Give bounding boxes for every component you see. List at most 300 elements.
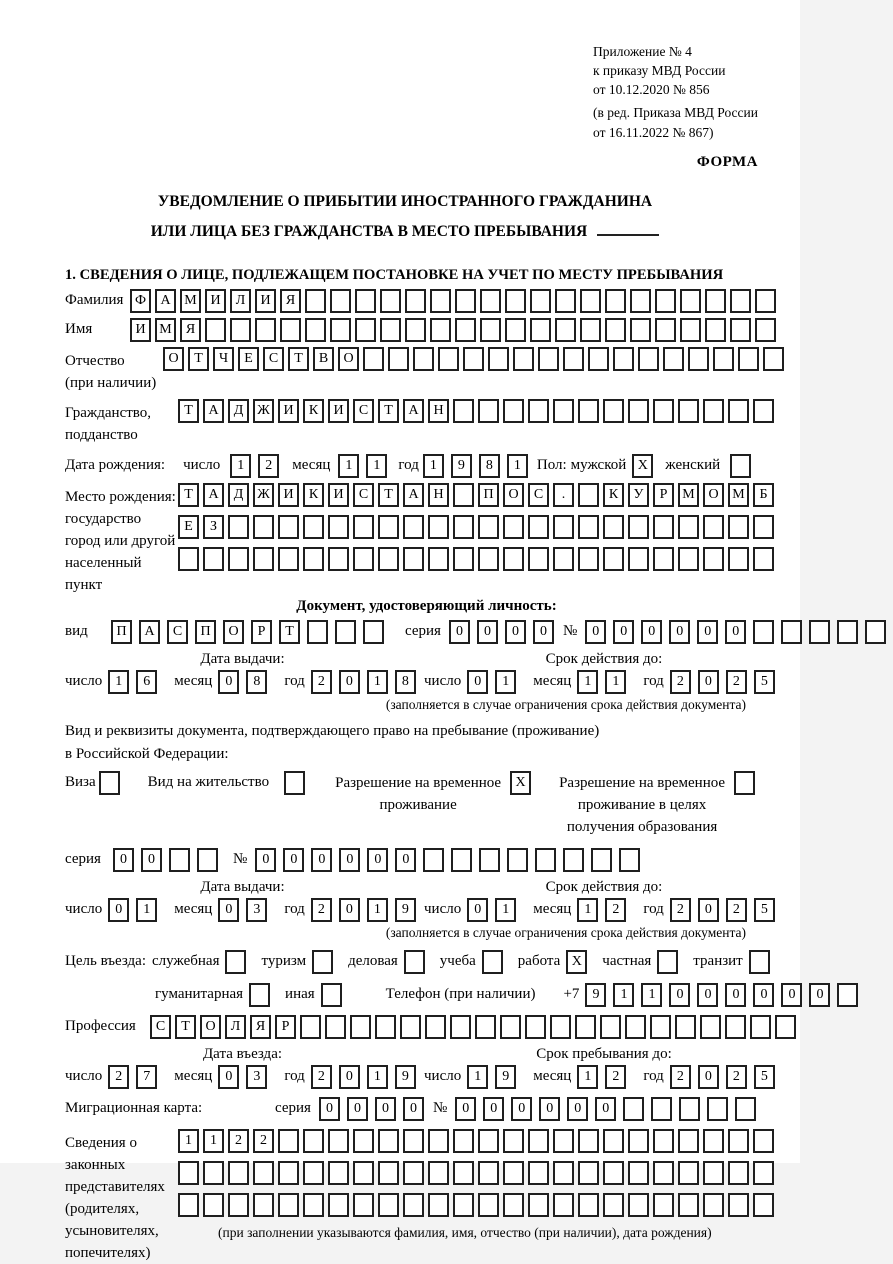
- form-cell[interactable]: 2: [108, 1065, 129, 1089]
- form-cell[interactable]: [303, 1161, 324, 1185]
- form-cell[interactable]: [353, 515, 374, 539]
- form-cell[interactable]: [280, 318, 301, 342]
- form-cell[interactable]: [300, 1015, 321, 1039]
- form-cell[interactable]: 0: [367, 848, 388, 872]
- form-cell[interactable]: [478, 1161, 499, 1185]
- form-cell[interactable]: [403, 515, 424, 539]
- form-cell[interactable]: [578, 1161, 599, 1185]
- form-cell[interactable]: [453, 547, 474, 571]
- form-cell[interactable]: [753, 399, 774, 423]
- form-cell[interactable]: 1: [366, 454, 387, 478]
- form-cell[interactable]: 1: [507, 454, 528, 478]
- form-cell[interactable]: [528, 1193, 549, 1217]
- form-cell[interactable]: [225, 950, 246, 974]
- form-cell[interactable]: [628, 1129, 649, 1153]
- form-cell[interactable]: Р: [653, 483, 674, 507]
- form-cell[interactable]: [655, 289, 676, 313]
- form-cell[interactable]: 2: [311, 898, 332, 922]
- form-cell[interactable]: [628, 1193, 649, 1217]
- form-cell[interactable]: 9: [395, 898, 416, 922]
- form-cell[interactable]: Т: [188, 347, 209, 371]
- form-cell[interactable]: К: [303, 483, 324, 507]
- form-cell[interactable]: [591, 848, 612, 872]
- form-cell[interactable]: [228, 547, 249, 571]
- form-cell[interactable]: [428, 515, 449, 539]
- form-cell[interactable]: [753, 547, 774, 571]
- form-cell[interactable]: [353, 1193, 374, 1217]
- form-cell[interactable]: X: [566, 950, 587, 974]
- form-cell[interactable]: [775, 1015, 796, 1039]
- form-cell[interactable]: [228, 515, 249, 539]
- form-cell[interactable]: [535, 848, 556, 872]
- form-cell[interactable]: [203, 547, 224, 571]
- form-cell[interactable]: [380, 318, 401, 342]
- form-cell[interactable]: [603, 547, 624, 571]
- form-cell[interactable]: 1: [367, 670, 388, 694]
- form-cell[interactable]: П: [195, 620, 216, 644]
- form-cell[interactable]: Я: [250, 1015, 271, 1039]
- form-cell[interactable]: [703, 1161, 724, 1185]
- form-cell[interactable]: 3: [246, 1065, 267, 1089]
- form-cell[interactable]: Н: [428, 483, 449, 507]
- form-cell[interactable]: [588, 347, 609, 371]
- form-cell[interactable]: 1: [467, 1065, 488, 1089]
- form-cell[interactable]: [428, 547, 449, 571]
- form-cell[interactable]: [728, 1193, 749, 1217]
- form-cell[interactable]: [503, 399, 524, 423]
- form-cell[interactable]: [253, 1193, 274, 1217]
- form-cell[interactable]: 2: [726, 670, 747, 694]
- form-cell[interactable]: [603, 399, 624, 423]
- form-cell[interactable]: [553, 399, 574, 423]
- form-cell[interactable]: Е: [178, 515, 199, 539]
- form-cell[interactable]: Д: [228, 483, 249, 507]
- form-cell[interactable]: 0: [753, 983, 774, 1007]
- form-cell[interactable]: 7: [136, 1065, 157, 1089]
- form-cell[interactable]: 0: [403, 1097, 424, 1121]
- form-cell[interactable]: [307, 620, 328, 644]
- form-cell[interactable]: [353, 547, 374, 571]
- form-cell[interactable]: [638, 347, 659, 371]
- form-cell[interactable]: 0: [395, 848, 416, 872]
- form-cell[interactable]: 2: [670, 898, 691, 922]
- form-cell[interactable]: С: [528, 483, 549, 507]
- form-cell[interactable]: [563, 347, 584, 371]
- form-cell[interactable]: 2: [311, 670, 332, 694]
- form-cell[interactable]: 0: [218, 670, 239, 694]
- form-cell[interactable]: А: [203, 483, 224, 507]
- form-cell[interactable]: [653, 515, 674, 539]
- form-cell[interactable]: 5: [754, 898, 775, 922]
- form-cell[interactable]: Я: [280, 289, 301, 313]
- form-cell[interactable]: 2: [670, 1065, 691, 1089]
- form-cell[interactable]: [563, 848, 584, 872]
- form-cell[interactable]: [513, 347, 534, 371]
- form-cell[interactable]: 1: [136, 898, 157, 922]
- form-cell[interactable]: [503, 1193, 524, 1217]
- form-cell[interactable]: [230, 318, 251, 342]
- form-cell[interactable]: А: [155, 289, 176, 313]
- form-cell[interactable]: [463, 347, 484, 371]
- form-cell[interactable]: 1: [367, 1065, 388, 1089]
- form-cell[interactable]: [453, 483, 474, 507]
- form-cell[interactable]: Л: [230, 289, 251, 313]
- form-cell[interactable]: [478, 515, 499, 539]
- form-cell[interactable]: [403, 1129, 424, 1153]
- form-cell[interactable]: [330, 289, 351, 313]
- form-cell[interactable]: М: [180, 289, 201, 313]
- form-cell[interactable]: 0: [449, 620, 470, 644]
- form-cell[interactable]: [603, 1161, 624, 1185]
- form-cell[interactable]: [630, 289, 651, 313]
- form-cell[interactable]: [305, 318, 326, 342]
- form-cell[interactable]: [753, 1129, 774, 1153]
- form-cell[interactable]: [653, 399, 674, 423]
- form-cell[interactable]: [403, 1161, 424, 1185]
- form-cell[interactable]: 5: [754, 670, 775, 694]
- form-cell[interactable]: [455, 289, 476, 313]
- form-cell[interactable]: Т: [175, 1015, 196, 1039]
- form-cell[interactable]: Т: [378, 399, 399, 423]
- form-cell[interactable]: [734, 771, 755, 795]
- form-cell[interactable]: 2: [228, 1129, 249, 1153]
- form-cell[interactable]: [335, 620, 356, 644]
- form-cell[interactable]: А: [403, 483, 424, 507]
- form-cell[interactable]: [505, 318, 526, 342]
- form-cell[interactable]: [197, 848, 218, 872]
- form-cell[interactable]: [178, 547, 199, 571]
- form-cell[interactable]: 1: [605, 670, 626, 694]
- form-cell[interactable]: 0: [725, 983, 746, 1007]
- form-cell[interactable]: 0: [698, 898, 719, 922]
- form-cell[interactable]: С: [263, 347, 284, 371]
- form-cell[interactable]: 0: [141, 848, 162, 872]
- form-cell[interactable]: [781, 620, 802, 644]
- form-cell[interactable]: [703, 547, 724, 571]
- form-cell[interactable]: [478, 547, 499, 571]
- form-cell[interactable]: [453, 1161, 474, 1185]
- form-cell[interactable]: [328, 547, 349, 571]
- form-cell[interactable]: [405, 318, 426, 342]
- form-cell[interactable]: 0: [108, 898, 129, 922]
- form-cell[interactable]: [837, 620, 858, 644]
- form-cell[interactable]: А: [403, 399, 424, 423]
- form-cell[interactable]: 0: [347, 1097, 368, 1121]
- form-cell[interactable]: [303, 515, 324, 539]
- form-cell[interactable]: [578, 483, 599, 507]
- form-cell[interactable]: [203, 1161, 224, 1185]
- form-cell[interactable]: [528, 1161, 549, 1185]
- form-cell[interactable]: [403, 547, 424, 571]
- form-cell[interactable]: М: [678, 483, 699, 507]
- form-cell[interactable]: 0: [477, 620, 498, 644]
- form-cell[interactable]: Т: [178, 399, 199, 423]
- form-cell[interactable]: 0: [725, 620, 746, 644]
- form-cell[interactable]: [328, 515, 349, 539]
- form-cell[interactable]: [500, 1015, 521, 1039]
- form-cell[interactable]: [657, 950, 678, 974]
- form-cell[interactable]: 1: [367, 898, 388, 922]
- form-cell[interactable]: П: [478, 483, 499, 507]
- form-cell[interactable]: [580, 289, 601, 313]
- form-cell[interactable]: [763, 347, 784, 371]
- form-cell[interactable]: .: [553, 483, 574, 507]
- form-cell[interactable]: 0: [218, 1065, 239, 1089]
- form-cell[interactable]: [753, 620, 774, 644]
- form-cell[interactable]: И: [278, 483, 299, 507]
- form-cell[interactable]: [388, 347, 409, 371]
- form-cell[interactable]: [865, 620, 886, 644]
- form-cell[interactable]: [303, 547, 324, 571]
- form-cell[interactable]: [580, 318, 601, 342]
- form-cell[interactable]: [178, 1193, 199, 1217]
- form-cell[interactable]: 0: [669, 983, 690, 1007]
- form-cell[interactable]: [550, 1015, 571, 1039]
- form-cell[interactable]: [730, 454, 751, 478]
- form-cell[interactable]: [655, 318, 676, 342]
- form-cell[interactable]: Т: [279, 620, 300, 644]
- form-cell[interactable]: [705, 318, 726, 342]
- form-cell[interactable]: 2: [253, 1129, 274, 1153]
- form-cell[interactable]: 1: [108, 670, 129, 694]
- form-cell[interactable]: [378, 1129, 399, 1153]
- form-cell[interactable]: [528, 515, 549, 539]
- form-cell[interactable]: 0: [218, 898, 239, 922]
- form-cell[interactable]: [605, 289, 626, 313]
- form-cell[interactable]: И: [205, 289, 226, 313]
- form-cell[interactable]: [703, 399, 724, 423]
- form-cell[interactable]: 1: [495, 898, 516, 922]
- form-cell[interactable]: [555, 318, 576, 342]
- form-cell[interactable]: [325, 1015, 346, 1039]
- form-cell[interactable]: [438, 347, 459, 371]
- form-cell[interactable]: И: [278, 399, 299, 423]
- form-cell[interactable]: 1: [641, 983, 662, 1007]
- form-cell[interactable]: [228, 1161, 249, 1185]
- form-cell[interactable]: [503, 547, 524, 571]
- form-cell[interactable]: [538, 347, 559, 371]
- form-cell[interactable]: Н: [428, 399, 449, 423]
- form-cell[interactable]: [528, 547, 549, 571]
- form-cell[interactable]: 0: [595, 1097, 616, 1121]
- form-cell[interactable]: [809, 620, 830, 644]
- form-cell[interactable]: [455, 318, 476, 342]
- form-cell[interactable]: [451, 848, 472, 872]
- form-cell[interactable]: 0: [375, 1097, 396, 1121]
- form-cell[interactable]: [603, 515, 624, 539]
- form-cell[interactable]: 0: [697, 620, 718, 644]
- form-cell[interactable]: [278, 1161, 299, 1185]
- form-cell[interactable]: [478, 1129, 499, 1153]
- form-cell[interactable]: [628, 515, 649, 539]
- form-cell[interactable]: 0: [669, 620, 690, 644]
- form-cell[interactable]: [680, 289, 701, 313]
- form-cell[interactable]: 0: [339, 670, 360, 694]
- form-cell[interactable]: [278, 515, 299, 539]
- form-cell[interactable]: [284, 771, 305, 795]
- form-cell[interactable]: Т: [378, 483, 399, 507]
- form-cell[interactable]: [728, 1129, 749, 1153]
- form-cell[interactable]: [380, 289, 401, 313]
- form-cell[interactable]: 9: [395, 1065, 416, 1089]
- form-cell[interactable]: И: [328, 399, 349, 423]
- form-cell[interactable]: М: [155, 318, 176, 342]
- form-cell[interactable]: [653, 1193, 674, 1217]
- form-cell[interactable]: [507, 848, 528, 872]
- form-cell[interactable]: 3: [246, 898, 267, 922]
- form-cell[interactable]: И: [328, 483, 349, 507]
- form-cell[interactable]: [728, 547, 749, 571]
- form-cell[interactable]: [713, 347, 734, 371]
- form-cell[interactable]: 0: [455, 1097, 476, 1121]
- form-cell[interactable]: [253, 1161, 274, 1185]
- form-cell[interactable]: 1: [577, 898, 598, 922]
- form-cell[interactable]: [312, 950, 333, 974]
- form-cell[interactable]: [480, 289, 501, 313]
- form-cell[interactable]: 0: [505, 620, 526, 644]
- form-cell[interactable]: О: [503, 483, 524, 507]
- form-cell[interactable]: [650, 1015, 671, 1039]
- form-cell[interactable]: [303, 1193, 324, 1217]
- form-cell[interactable]: Т: [178, 483, 199, 507]
- form-cell[interactable]: [330, 318, 351, 342]
- form-cell[interactable]: [707, 1097, 728, 1121]
- form-cell[interactable]: [423, 848, 444, 872]
- form-cell[interactable]: [555, 289, 576, 313]
- form-cell[interactable]: [753, 1193, 774, 1217]
- form-cell[interactable]: [578, 547, 599, 571]
- form-cell[interactable]: [255, 318, 276, 342]
- form-cell[interactable]: Ч: [213, 347, 234, 371]
- form-cell[interactable]: [503, 1129, 524, 1153]
- form-cell[interactable]: 9: [451, 454, 472, 478]
- form-cell[interactable]: [525, 1015, 546, 1039]
- form-cell[interactable]: 1: [577, 670, 598, 694]
- form-cell[interactable]: 0: [511, 1097, 532, 1121]
- form-cell[interactable]: [553, 1193, 574, 1217]
- form-cell[interactable]: 0: [697, 983, 718, 1007]
- form-cell[interactable]: Р: [251, 620, 272, 644]
- form-cell[interactable]: [378, 547, 399, 571]
- form-cell[interactable]: [575, 1015, 596, 1039]
- form-cell[interactable]: [178, 1161, 199, 1185]
- form-cell[interactable]: [404, 950, 425, 974]
- form-cell[interactable]: [755, 289, 776, 313]
- form-cell[interactable]: 5: [754, 1065, 775, 1089]
- form-cell[interactable]: [453, 1193, 474, 1217]
- form-cell[interactable]: 0: [283, 848, 304, 872]
- form-cell[interactable]: [678, 399, 699, 423]
- form-cell[interactable]: [603, 1193, 624, 1217]
- form-cell[interactable]: [753, 1161, 774, 1185]
- form-cell[interactable]: [430, 318, 451, 342]
- form-cell[interactable]: 0: [483, 1097, 504, 1121]
- form-cell[interactable]: [400, 1015, 421, 1039]
- form-cell[interactable]: [619, 848, 640, 872]
- form-cell[interactable]: [628, 547, 649, 571]
- form-cell[interactable]: [253, 547, 274, 571]
- form-cell[interactable]: С: [150, 1015, 171, 1039]
- form-cell[interactable]: И: [130, 318, 151, 342]
- form-cell[interactable]: [578, 1129, 599, 1153]
- form-cell[interactable]: Я: [180, 318, 201, 342]
- form-cell[interactable]: [405, 289, 426, 313]
- form-cell[interactable]: [528, 1129, 549, 1153]
- form-cell[interactable]: 0: [641, 620, 662, 644]
- form-cell[interactable]: 8: [246, 670, 267, 694]
- form-cell[interactable]: [453, 1129, 474, 1153]
- form-cell[interactable]: [328, 1193, 349, 1217]
- form-cell[interactable]: [653, 547, 674, 571]
- form-cell[interactable]: [675, 1015, 696, 1039]
- form-cell[interactable]: [678, 1193, 699, 1217]
- form-cell[interactable]: [503, 515, 524, 539]
- form-cell[interactable]: 1: [178, 1129, 199, 1153]
- form-cell[interactable]: С: [353, 399, 374, 423]
- form-cell[interactable]: [679, 1097, 700, 1121]
- form-cell[interactable]: Б: [753, 483, 774, 507]
- form-cell[interactable]: 0: [113, 848, 134, 872]
- form-cell[interactable]: [705, 289, 726, 313]
- form-cell[interactable]: О: [703, 483, 724, 507]
- form-cell[interactable]: С: [167, 620, 188, 644]
- form-cell[interactable]: [730, 318, 751, 342]
- form-cell[interactable]: [278, 1129, 299, 1153]
- form-cell[interactable]: [605, 318, 626, 342]
- form-cell[interactable]: 0: [255, 848, 276, 872]
- form-cell[interactable]: [482, 950, 503, 974]
- form-cell[interactable]: [678, 515, 699, 539]
- form-cell[interactable]: [99, 771, 120, 795]
- form-cell[interactable]: 0: [539, 1097, 560, 1121]
- form-cell[interactable]: 0: [567, 1097, 588, 1121]
- form-cell[interactable]: У: [628, 483, 649, 507]
- form-cell[interactable]: 1: [613, 983, 634, 1007]
- form-cell[interactable]: [725, 1015, 746, 1039]
- form-cell[interactable]: [678, 547, 699, 571]
- form-cell[interactable]: [249, 983, 270, 1007]
- form-cell[interactable]: [730, 289, 751, 313]
- form-cell[interactable]: [321, 983, 342, 1007]
- form-cell[interactable]: М: [728, 483, 749, 507]
- form-cell[interactable]: [378, 515, 399, 539]
- form-cell[interactable]: 1: [495, 670, 516, 694]
- form-cell[interactable]: [528, 399, 549, 423]
- form-cell[interactable]: [578, 1193, 599, 1217]
- form-cell[interactable]: О: [163, 347, 184, 371]
- form-cell[interactable]: 2: [605, 898, 626, 922]
- form-cell[interactable]: [678, 1161, 699, 1185]
- form-cell[interactable]: 2: [605, 1065, 626, 1089]
- form-cell[interactable]: 1: [338, 454, 359, 478]
- form-cell[interactable]: [378, 1161, 399, 1185]
- form-cell[interactable]: Л: [225, 1015, 246, 1039]
- form-cell[interactable]: [328, 1161, 349, 1185]
- form-cell[interactable]: 9: [495, 1065, 516, 1089]
- form-cell[interactable]: [378, 1193, 399, 1217]
- form-cell[interactable]: 8: [395, 670, 416, 694]
- form-cell[interactable]: [453, 399, 474, 423]
- form-cell[interactable]: [375, 1015, 396, 1039]
- form-cell[interactable]: X: [510, 771, 531, 795]
- form-cell[interactable]: [353, 1129, 374, 1153]
- form-cell[interactable]: [738, 347, 759, 371]
- form-cell[interactable]: С: [353, 483, 374, 507]
- form-cell[interactable]: [728, 399, 749, 423]
- form-cell[interactable]: 0: [339, 898, 360, 922]
- form-cell[interactable]: [600, 1015, 621, 1039]
- form-cell[interactable]: [653, 1129, 674, 1153]
